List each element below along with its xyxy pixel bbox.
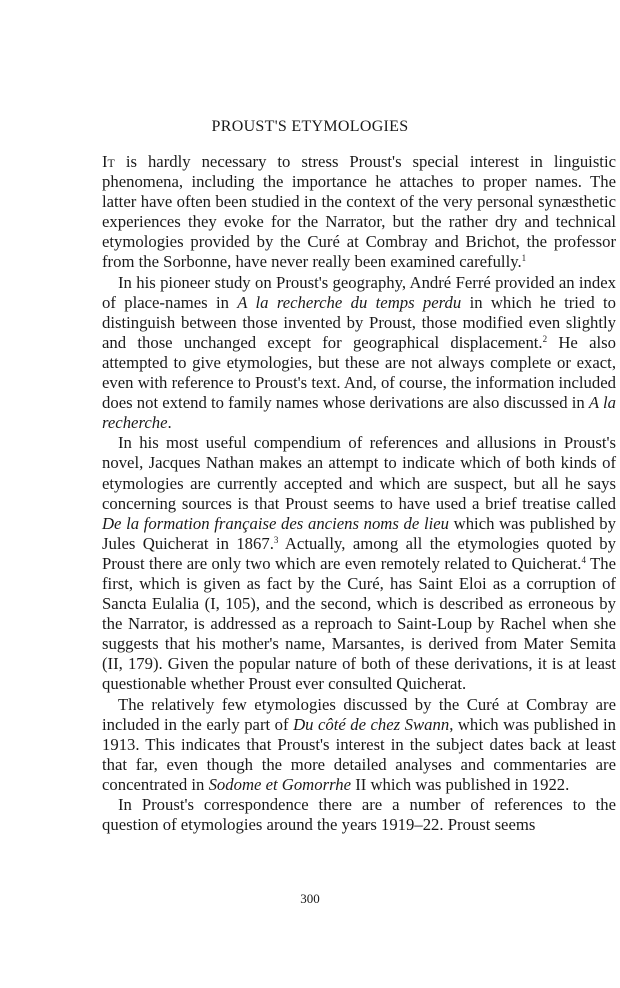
paragraph-3 — [102, 433, 616, 694]
book-title-quicherat: De la formation française des anciens noms de lieu — [102, 513, 449, 533]
paragraph-2-text-a: In his pioneer study on Proust's geography, André Ferré provided an index of place-names in — [102, 272, 616, 312]
paragraph-4-text-c: II which was published in 1922. — [351, 774, 570, 794]
paragraph-3-text-c: Actually, among all the etymologies quoted by Proust there are only two which are even remotely related to Quicherat. — [102, 533, 616, 573]
paragraph-1-text: is hardly necessary to stress Proust's special interest in linguistic phenomena, including the importance he attaches to proper names. The latter have often been studied in the context of the very personal synæsthetic experiences they evoke for the Narrator, but the rather dry and technical etymologies provided by the Curé at Combray and Brichot, the professor from the Sorbonne, have never really been examined carefully. — [102, 152, 616, 272]
book-title-swann: Du côté de chez Swann — [293, 714, 450, 734]
paragraph-3-text-b: which was published by Jules Quicherat in 1867. — [102, 513, 616, 553]
footnote-ref-2: 2 — [542, 333, 548, 344]
opening-word: It — [102, 152, 115, 171]
page-title: PROUST'S ETYMOLOGIES — [211, 118, 409, 135]
paragraph-2-text-d: . — [167, 413, 172, 433]
footnote-ref-4: 4 — [581, 554, 586, 565]
paragraph-3-text-d: The first, which is given as fact by the Curé, has Saint Eloi as a corruption of Sancta Eulalia (I, 105), and the second, which is described as erroneous by the Narrator, is addressed as a reproach to Saint-Loup by Rachel when she suggests that his mother's name, Marsantes, is derived from Mater Semita (II, 179). Given the popular nature of both of these derivations, it is at least questionable whether Proust ever consulted Quicherat. — [102, 553, 616, 694]
paragraph-4-text-a: The relatively few etymologies discussed by the Curé at Combray are included in the early part of — [102, 694, 616, 734]
book-title-recherche-short: A la recherche — [102, 393, 616, 433]
paragraph-4-text-b: , which was published in 1913. This indicates that Proust's interest in the subject dates back at least that far, even though the more detailed analyses and commentaries are concentrated in — [102, 714, 616, 794]
paragraph-5 — [102, 795, 616, 835]
body-text — [102, 152, 616, 835]
paragraph-2-text-b: in which he tried to distinguish between those invented by Proust, those modified even slightly and those unchanged except for geographical displacement. — [102, 292, 616, 352]
paragraph-3-text-a: In his most useful compendium of references and allusions in Proust's novel, Jacques Nathan makes an attempt to indicate which of both kinds of etymologies are currently accepted and which are suspect, but all he says concerning sources is that Proust seems to have used a brief treatise called — [102, 433, 616, 513]
book-title-sodome: Sodome et Gomorrhe — [208, 774, 352, 794]
paragraph-2-text-c: He also attempted to give etymologies, but these are not always complete or exact, even with reference to Proust's text. And, of course, the information included does not extend to family names whose derivations are also discussed in — [102, 332, 616, 413]
footnote-ref-3: 3 — [273, 534, 279, 545]
paragraph-4 — [102, 695, 616, 795]
page-number: 300 — [300, 891, 320, 906]
paragraph-1 — [102, 152, 616, 273]
paragraph-5-text: In Proust's correspondence there are a number of references to the question of etymologies around the years 1919–22. Proust seems — [102, 795, 616, 835]
footnote-ref-1: 1 — [521, 253, 527, 264]
book-title-recherche: A la recherche du temps perdu — [237, 292, 462, 312]
paragraph-2 — [102, 273, 616, 434]
